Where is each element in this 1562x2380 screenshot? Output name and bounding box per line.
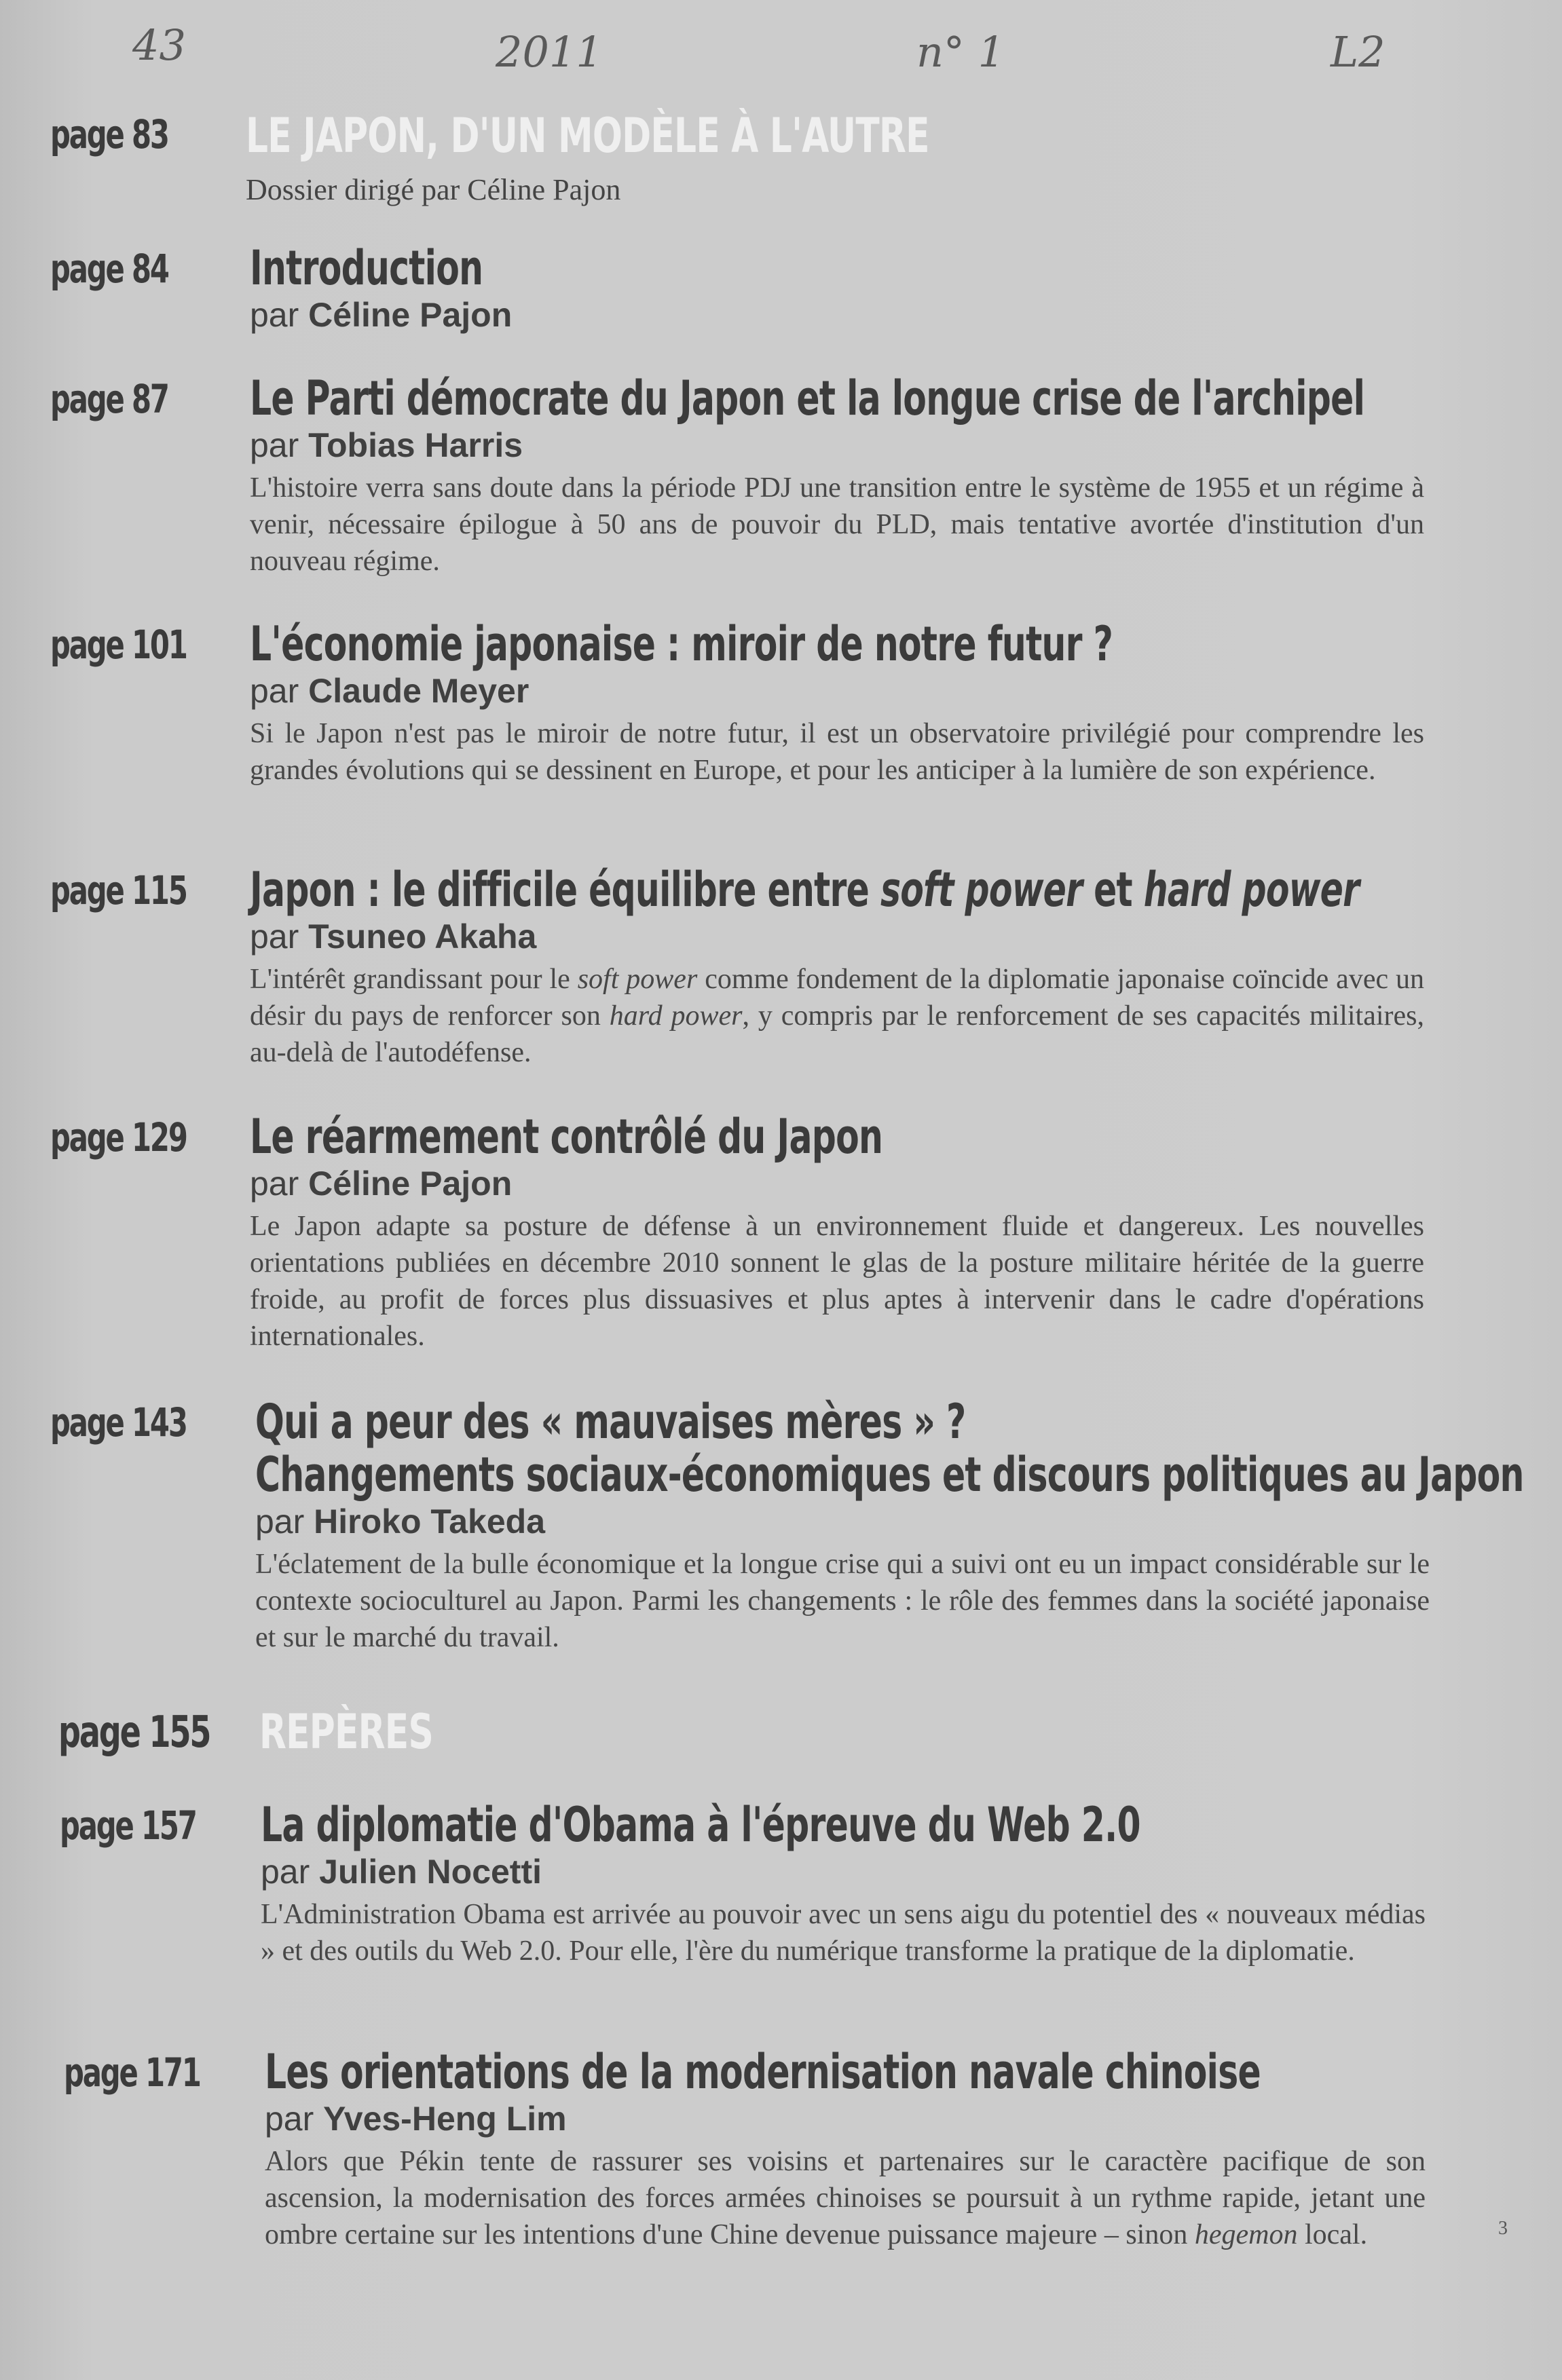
page-number: page 171 — [64, 2050, 200, 2096]
page-number: page 84 — [50, 246, 168, 292]
article-author — [250, 1163, 1424, 1204]
page-number: page 87 — [50, 376, 168, 422]
page-number: page 115 — [50, 867, 187, 913]
author-prefix: par — [255, 1503, 305, 1541]
article-title: La diplomatie d'Obama à l'épreuve du Web 2.0 — [261, 1797, 1140, 1853]
article-author — [250, 295, 1424, 335]
article-summary: L'intérêt grandissant pour le soft power comme fondement de la diplomatie japonaise coïncide avec un désir du pays de renforcer son hard power, y compris par le renforcement de ses capacités militaires, au-delà de l'autodéfense. — [250, 964, 1425, 1068]
article-subtitle: Changements sociaux-économiques et discours politiques au Japon — [255, 1447, 1524, 1503]
article-title: L'économie japonaise : miroir de notre futur ? — [250, 616, 1113, 672]
page-number: page 157 — [60, 1802, 196, 1849]
section-title: REPÈRES — [259, 1704, 434, 1760]
handwritten-note-4: L2 — [1331, 27, 1386, 77]
article-summary: Alors que Pékin tente de rassurer ses voisins et partenaires sur le caractère pacifique de son ascension, la modernisation des forces armées chinoises se poursuit à un rythme rapide, jetant une ombre certaine sur les intentions d'une Chine devenue puissance majeure – sinon hegemon local. — [265, 2146, 1426, 2250]
author-prefix: par — [265, 2100, 314, 2138]
article-author — [261, 1851, 1426, 1892]
page-number: page 83 — [50, 111, 168, 157]
author-prefix: par — [250, 672, 299, 710]
handwritten-note-3: n° 1 — [916, 27, 1005, 77]
author-name: Tobias Harris — [308, 426, 523, 464]
article-title: Japon : le difficile équilibre entre soft power et hard power — [250, 862, 1360, 918]
article-summary: L'éclatement de la bulle économique et la longue crise qui a suivi ont eu un impact considérable sur le contexte socioculturel au Japon. Parmi les changements : le rôle des femmes dans la société japonaise et sur le marché du travail. — [255, 1549, 1430, 1653]
article-summary: Si le Japon n'est pas le miroir de notre futur, il est un observatoire privilégié pour comprendre les grandes évolutions qui se dessinent en Europe, et pour les anticiper à la lumière de son expérience. — [250, 718, 1424, 786]
page-folio: 3 — [1498, 2218, 1508, 2239]
page-number: page 129 — [50, 1114, 187, 1160]
dossier-subtitle: Dossier dirigé par Céline Pajon — [246, 173, 621, 206]
article-title: Qui a peur des « mauvaises mères » ? — [255, 1394, 966, 1450]
article-author — [255, 1501, 1430, 1542]
author-name: Claude Meyer — [308, 672, 529, 710]
author-prefix: par — [261, 1853, 310, 1891]
article-author — [250, 670, 1424, 711]
author-name: Tsuneo Akaha — [308, 918, 537, 956]
page-number: page 101 — [50, 622, 187, 668]
article-title: Les orientations de la modernisation navale chinoise — [265, 2044, 1261, 2100]
handwritten-note-2: 2011 — [496, 27, 603, 77]
article-title: Le réarmement contrôlé du Japon — [250, 1109, 883, 1165]
author-prefix: par — [250, 918, 299, 956]
author-prefix: par — [250, 426, 299, 464]
article-author — [250, 916, 1424, 957]
author-name: Céline Pajon — [308, 296, 513, 334]
article-summary: L'Administration Obama est arrivée au pouvoir avec un sens aigu du potentiel des « nouveaux médias » et des outils du Web 2.0. Pour elle, l'ère du numérique transforme la pratique de la diplomatie. — [261, 1899, 1426, 1967]
author-name: Yves-Heng Lim — [323, 2100, 567, 2138]
author-name: Hiroko Takeda — [314, 1503, 546, 1541]
article-author — [250, 425, 1424, 466]
author-name: Céline Pajon — [308, 1165, 513, 1203]
page-number: page 155 — [58, 1707, 210, 1758]
page-number: page 143 — [50, 1399, 187, 1446]
handwritten-note-1: 43 — [132, 20, 186, 70]
article-title: Introduction — [250, 240, 483, 296]
article-title: Le Parti démocrate du Japon et la longue crise de l'archipel — [250, 371, 1365, 426]
dossier-title: LE JAPON, D'UN MODÈLE À L'AUTRE — [246, 108, 929, 164]
author-prefix: par — [250, 1165, 299, 1203]
article-author — [265, 2098, 1426, 2139]
author-name: Julien Nocetti — [319, 1853, 542, 1891]
author-prefix: par — [250, 296, 299, 334]
article-summary: Le Japon adapte sa posture de défense à un environnement fluide et dangereux. Les nouvelles orientations publiées en décembre 2010 sonnent le glas de la posture militaire héritée de la guerre froide, au profit de forces plus dissuasives et plus aptes à intervenir dans le cadre d'opérations internationales. — [250, 1211, 1424, 1352]
article-summary: L'histoire verra sans doute dans la période PDJ une transition entre le système de 1955 et un régime à venir, nécessaire épilogue à 50 ans de pouvoir du PLD, mais tentative avortée d'institution d'un nouveau régime. — [250, 472, 1424, 577]
